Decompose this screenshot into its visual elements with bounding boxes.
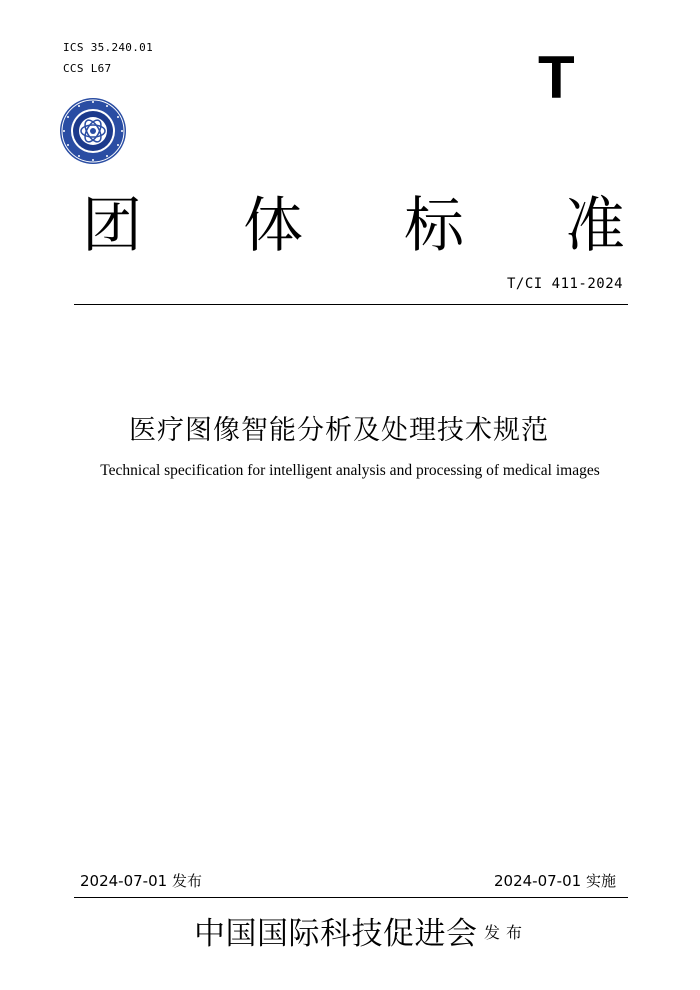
footer-divider — [74, 897, 628, 898]
title-char-3: 标 — [404, 191, 464, 261]
header-divider — [74, 304, 628, 305]
seal-icon — [58, 96, 128, 166]
title-char-2: 体 — [243, 191, 303, 261]
standard-number: T/CI 411-2024 — [507, 276, 624, 292]
document-title-en: Technical specification for intelligent analysis and processing of medical images — [100, 462, 600, 479]
organization-logo — [58, 96, 128, 166]
ccs-code: CCS L67 — [63, 62, 112, 75]
title-char-4: 准 — [565, 191, 625, 261]
standard-category-letter: T — [538, 44, 575, 111]
publish-label: 发布 — [484, 923, 529, 942]
title-char-1: 团 — [82, 191, 142, 261]
document-title-zh: 医疗图像智能分析及处理技术规范 — [129, 415, 549, 446]
publish-date: 2024-07-01 发布 — [80, 872, 202, 890]
publisher-name: 中国国际科技促进会 — [194, 916, 478, 952]
ics-code: ICS 35.240.01 — [63, 41, 153, 54]
effective-date: 2024-07-01 实施 — [494, 872, 616, 890]
